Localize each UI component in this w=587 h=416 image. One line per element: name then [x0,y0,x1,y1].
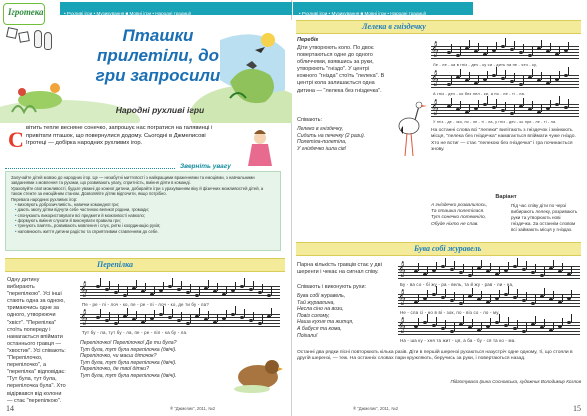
note-stem [523,44,524,52]
igroteka-logo [3,3,45,25]
note-stem [544,319,545,327]
note-stem [526,323,527,331]
note-stem [481,260,482,268]
note-stem [526,261,527,269]
note-stem [163,282,164,290]
note-stem [472,267,473,275]
game-description: Одну дитину вибирають "перепілкою". Усі інші стають одна за одною, тримаючись одне за одного, утворюючи "хвіст". "Перепілка" стоїть попереду і намагається впіймати останнього гравця — "хвостик". Усі співають: "Перепілочко, перепілочко", а "перепілка" відповідає: "Тут була, тут була, перепілочка була". Хто відірвався від колони — стає "перепілкою". [7,277,66,404]
note-stem [436,286,437,294]
note-stem [109,312,110,320]
skittle-icon-2 [44,32,52,50]
note-stem [508,286,509,294]
skittle-icon [34,30,42,48]
treble-clef-icon: 𝄞 [398,318,406,333]
note-stem [541,72,542,80]
note-stem [427,314,428,322]
music-staff [80,312,280,329]
note-stem [505,70,506,78]
song-verse: Лелеко в гніздечку, Сидить на печечку (2 рази). Полетіла-полетіла, У гніздечко ішла сів! [297,126,366,152]
note-stem [535,295,536,303]
note-stem [190,284,191,292]
note-stem [469,104,470,112]
note-stem [568,42,569,50]
song-verse: Бува собі журавель, Тай журавлина, Несла сіно на вози, Повіз солому, Наша кухня та житця, А бабуся та кома, Поїхали! [297,293,354,339]
subheading: Перебіг [297,37,319,43]
note-stem [451,44,452,52]
note-stem [514,41,515,49]
note-stem [100,278,101,286]
list-item: • спонукають використовувати всі предмети й можливості навколо; [15,213,280,218]
dice-icon-2 [18,31,30,43]
note-stem [562,318,563,326]
note-stem [181,281,182,289]
lyric-line: Ле - ле - ка в гніз - деч - ку си - дить на пе - чеч - ку, [433,62,538,67]
note-stem [445,289,446,297]
treble-clef-icon: 𝄞 [398,290,406,305]
note-stem [571,314,572,322]
note-stem [553,291,554,299]
treble-clef-icon: 𝄞 [80,310,88,325]
logo-text: Ігротека [8,7,44,17]
note-stem [454,323,455,331]
note-stem [253,312,254,320]
note-stem [199,287,200,295]
note-stem [487,46,488,54]
note-stem [109,281,110,289]
game-rules: Останні два рядки пісні повторюють кілька разів. Діти в першій шерензі рухаються назустріч одне одному, ті, що стояли в другій шерензі, — теж. На останніх словах пари кружляють, беручись за руки, і повертаються назад. [297,350,573,362]
note-stem [235,306,236,314]
note-stem [172,278,173,286]
note-stem [487,96,488,104]
note-stem [454,261,455,269]
lyric-line: На - ша ку - хня та жит - ця, а ба - бу - ся та ко - ма. [400,338,516,343]
lyric-line: Тут бу - ла, тут бу - ла, пе - ре - піл - ка бу - ла. [82,330,188,335]
box-paragraph-3: Перевага народних рухливих ігор: [11,196,78,202]
note-stem [145,314,146,322]
music-staff [398,264,580,281]
note-stem [490,318,491,326]
treble-clef-icon: 𝄞 [80,282,88,297]
note-stem [505,38,506,46]
note-stem [481,322,482,330]
list-item: • тренують пам'ять, розвивають мовлення і слух, ритм і координацію рухів; [15,223,280,228]
note-stem [568,99,569,107]
section-title: Перепілка [97,260,133,269]
note-stem [454,292,455,300]
note-stem [199,308,200,316]
note-stem [550,43,551,51]
variant-description: Під час співу діти по черзі вибирають лелеку, розривають руки та утворюють нові гніздечка. За останнім словом всі займають місця у гніздах. [511,203,578,232]
note-stem [550,100,551,108]
header-bar-text: • Рухливі ігри • Музикування ■ Мовні ігри • Народні традиції [64,11,192,16]
list-item: • наповнюють життя дитини радістю та сприятливим ставленням до себе. [15,229,280,234]
footer-text: ® "Джмелик", 2011, №2 [170,406,216,411]
note-stem [478,43,479,51]
right-page [293,0,587,416]
note-stem [553,322,554,330]
lyric-line: Бу - ва со - бі жу - ра - вель, та й жу - рав - ли - на, [400,282,514,287]
note-stem [559,46,560,54]
note-stem [217,283,218,291]
note-stem [568,67,569,75]
note-stem [559,71,560,79]
note-stem [244,278,245,286]
note-stem [271,308,272,316]
note-stem [481,291,482,299]
note-stem [532,47,533,55]
treble-clef-icon: 𝄞 [431,100,439,115]
music-staff [431,73,579,90]
note-stem [271,287,272,295]
note-stem [541,40,542,48]
note-stem [418,318,419,326]
note-stem [559,96,560,104]
note-stem [418,263,419,271]
note-stem [490,294,491,302]
note-stem [154,286,155,294]
quail-illustration [232,345,284,395]
list-item: • формують вміння слухати й виконувати правила гри; [15,218,280,223]
note-stem [262,315,263,323]
note-stem [550,75,551,83]
note-stem [508,317,509,325]
left-page [0,0,292,416]
treble-clef-icon: 𝄞 [431,42,439,57]
note-stem [526,292,527,300]
note-stem [562,294,563,302]
note-stem [544,288,545,296]
game-rules: На останні слова всі "лелеки" вилітають з гніздечок і змінюють місця, "лелека без гніздечка" намагається впіймати чуже гніздо. Хто не встиг — стає "лелекою без гніздечка" і гра починається знову. [431,128,576,152]
music-staff [431,44,579,61]
note-stem [418,294,419,302]
signature: Підготувала Ірина Сосновська, художник Володимир Козлов [450,379,581,384]
note-stem [505,102,506,110]
note-stem [514,73,515,81]
note-stem [469,40,470,48]
lyric-line: А гніз - деч - ко без лел - ки, а по - ле - ті - ла. [433,91,526,96]
attention-heading: Зверніть увагу [180,163,231,170]
header-bar-text: • Рухливі ігри • Музикування ■ Мовні ігри • Народні традиції [299,11,427,16]
note-stem [499,266,500,274]
note-stem [541,104,542,112]
music-staff [80,284,280,301]
page-subtitle: Народні рухливі ігри [115,105,205,115]
note-stem [226,286,227,294]
note-stem [499,314,500,322]
note-stem [532,101,533,109]
header-bar [60,2,292,15]
verse-label: Співають: [297,117,323,123]
box-paragraph-1: Залучайте дітей мовою до народних ігор. Це — незабутні миттєвості з найкращими враженнями та емоціями, з навчальними завданнями з мовлення та рухами, що розвивають увагу, спритність, вміння діяти в команді. [11,175,255,186]
note-stem [244,309,245,317]
note-stem [499,290,500,298]
footer-text: ® "Джмелик", 2011, №2 [353,406,399,411]
note-stem [262,284,263,292]
stork-illustration [391,100,427,160]
music-staff [398,320,580,337]
note-stem [523,76,524,84]
note-stem [172,309,173,317]
note-stem [487,71,488,79]
note-stem [544,267,545,275]
note-stem [523,98,524,106]
note-stem [127,308,128,316]
note-stem [145,283,146,291]
note-stem [517,289,518,297]
note-stem [253,281,254,289]
note-stem [535,316,536,324]
note-stem [496,42,497,50]
variant-verse: А гніздечко розвалилось, Та пташка полетілася. Тут сонечко потемніло, Обуде ніхто не спав. [431,203,488,227]
note-stem [163,306,164,314]
game-description: Парна кількість гравців стає у дві шеренги і чекає на сигнал співу. [297,262,382,276]
girl-illustration [230,128,285,168]
treble-clef-icon: 𝄞 [398,262,406,277]
music-staff [431,102,579,119]
lyric-line: Пе - ре - пі - лоч - ко, пе - ре - пі - лоч - ко, де ти бу - ла? [82,302,209,307]
note-stem [451,98,452,106]
attention-box [5,171,281,251]
game-description: Діти утворюють коло. По двоє повертаються одне до одного обличчями, взявшись за руки, утворюють "гніздо". У центрі кожного "гнізда" стоїть "лелека". В центрі кола залишається одна дитина — "лелека без гніздечка". [297,45,385,94]
note-stem [508,262,509,270]
benefits-list [6,202,280,234]
note-stem [517,320,518,328]
note-stem [478,100,479,108]
note-stem [496,67,497,75]
note-stem [436,317,437,325]
section-ribbon-1 [296,20,581,34]
note-stem [472,288,473,296]
section-ribbon [5,258,285,272]
note-stem [154,310,155,318]
note-stem [469,72,470,80]
section-title: Бува собі журавель [414,244,482,253]
section-ribbon-2 [296,242,581,256]
note-stem [136,280,137,288]
note-stem [445,320,446,328]
section-title: Лелека в гніздечку [362,22,426,31]
note-stem [208,280,209,288]
note-stem [226,310,227,318]
note-stem [451,76,452,84]
note-stem [553,260,554,268]
note-stem [181,312,182,320]
note-stem [496,99,497,107]
note-stem [460,47,461,55]
note-stem [463,316,464,324]
page-number: 15 [573,404,581,413]
note-stem [532,69,533,77]
note-stem [478,75,479,83]
note-stem [127,287,128,295]
note-stem [535,264,536,272]
note-stem [490,263,491,271]
dice-icon [6,27,18,39]
note-stem [562,263,563,271]
variant-heading: Варіант [495,194,517,200]
note-stem [100,309,101,317]
note-stem [118,284,119,292]
music-staff [398,292,580,309]
note-stem [217,314,218,322]
treble-clef-icon: 𝄞 [431,71,439,86]
note-stem [463,264,464,272]
note-stem [517,258,518,266]
list-item: • дають змогу дітям відчути себе частиною великої родини, громади; [15,207,280,212]
note-stem [190,315,191,323]
note-stem [460,69,461,77]
note-stem [460,101,461,109]
note-stem [136,311,137,319]
page-number: 14 [6,404,14,413]
note-stem [472,319,473,327]
list-item: • виховують доброзичливість, навички командної гри; [15,202,280,207]
note-stem [514,105,515,113]
note-stem [463,295,464,303]
divider [5,168,175,169]
lyric-line: У гніз - де - чко, по - ле - ті - ла, у гніз - деч - ко при - ле - ті - ла. [433,120,557,124]
note-stem [427,290,428,298]
note-stem [235,282,236,290]
note-stem [427,266,428,274]
drop-cap: С [8,127,24,152]
song-verse: Перепілочко! Перепілочко! Де ти була? Тут була, тут була перепілочка (двічі). Перепілочко, чи маєш діточок? Тут була, тут була перепілочка (двічі). Перепілочко, де твої дітки? Тут була, тут була перепілочка (двічі). [80,340,177,379]
page-title: Пташки прилетіли, до гри запросили [95,26,221,85]
note-stem [208,311,209,319]
note-stem [571,266,572,274]
note-stem [571,290,572,298]
box-paragraph-2: Ураховуйте свої можливості, будьте уважні до кожної дитини, добирайте ігри з урахуванням віку й фізичних можливостей дітей, а також стежте за емоційним станом. Дозволяйте дітям відпочити, якщо потрібно. [11,185,264,197]
header-bar [293,2,473,15]
note-stem [445,258,446,266]
note-stem [118,315,119,323]
lyric-line: Не - сла сі - но в ві - зок, по - віз со - ло - му. [400,310,500,315]
verse-label: Співають і виконують рухи: [297,284,367,290]
intro-paragraph: вітить тепле весняне сонечко, запрошує нас погратися на галявинці і привітати пташок, що повернулися додому. Сьогодні в Джмелисові Ігротеці — добірка народних рухливих ігор. [26,125,213,146]
note-stem [436,262,437,270]
